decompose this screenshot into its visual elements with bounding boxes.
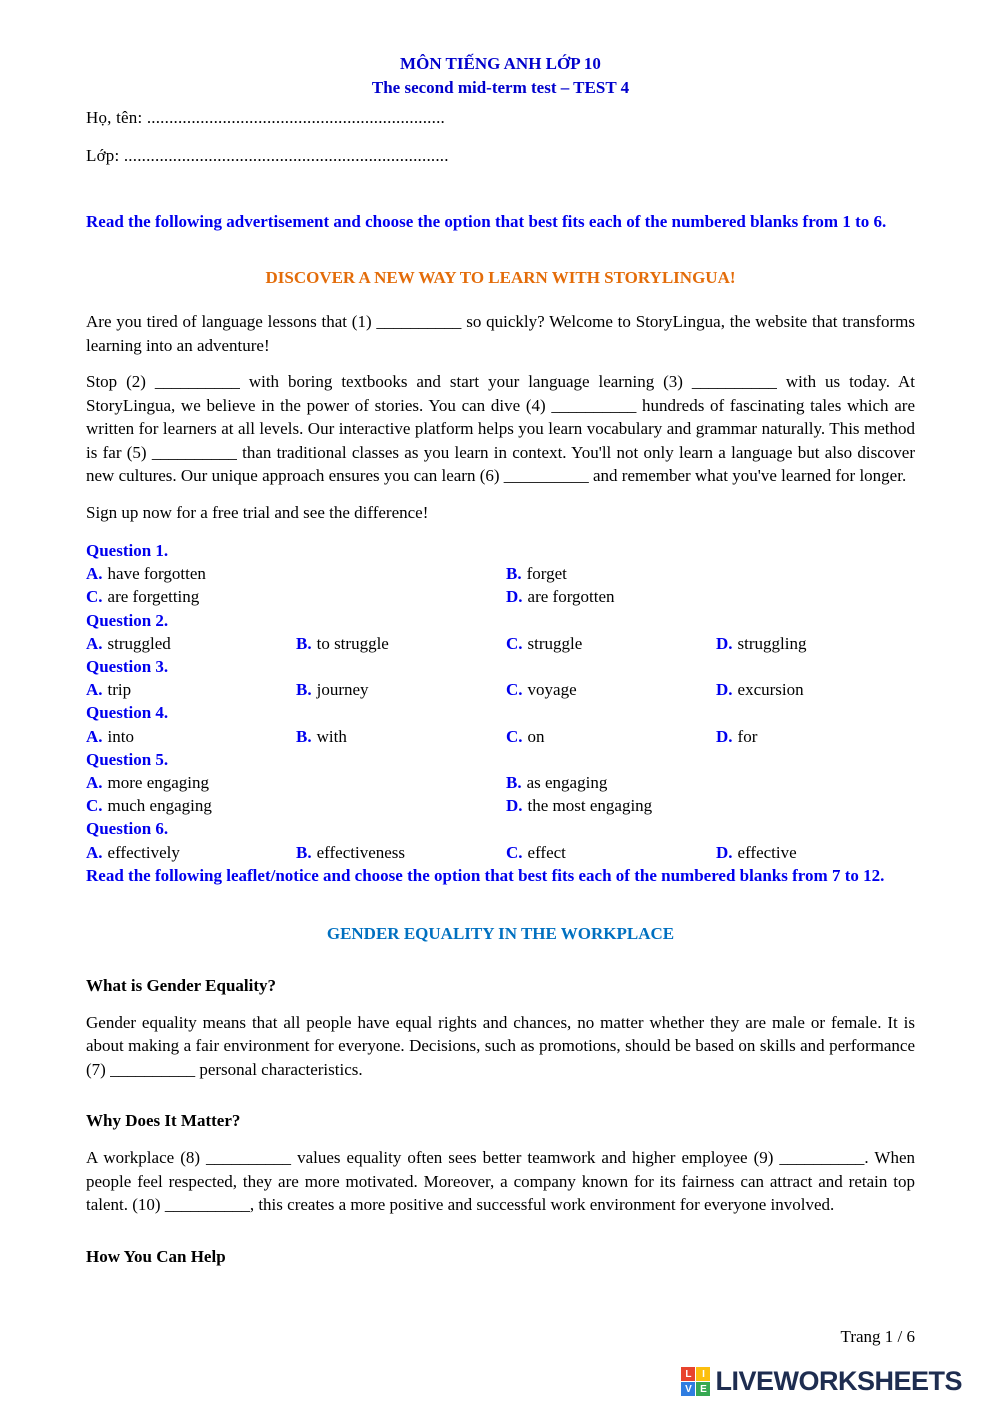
- section1-heading: DISCOVER A NEW WAY TO LEARN WITH STORYLINGUA!: [265, 268, 736, 287]
- logo-square-e: E: [696, 1382, 710, 1396]
- option-letter: B.: [296, 726, 312, 746]
- section2-paragraph-1: Gender equality means that all people have equal rights and chances, no matter whether they are male or female. It is about making a fair environment for everyone. Decisions, such as promotions, should be based on skills and performance (7) __________ personal characteristics.: [86, 1012, 915, 1079]
- answer-option-3a[interactable]: [86, 678, 296, 701]
- section1-paragraph-1: Are you tired of language lessons that (1) __________ so quickly? Welcome to StoryLingua, the website that transforms learning into an adventure!: [86, 312, 915, 355]
- section2-instruction: Read the following leaflet/notice and choose the option that best fits each of the numbered blanks from 7 to 12.: [86, 865, 885, 885]
- question-2-options: [86, 632, 915, 655]
- option-letter: C.: [506, 726, 523, 746]
- option-letter: B.: [506, 564, 522, 584]
- section2-paragraph-2: A workplace (8) __________ values equality often sees better teamwork and higher employee (9) __________. When people feel respected, they are more motivated. Moreover, a company known for its fairness can attract and retain top talent. (10) __________, this creates a more positive and successful work environment for everyone involved.: [86, 1148, 915, 1215]
- option-text: are forgotten: [527, 587, 615, 607]
- option-text: with: [316, 726, 347, 746]
- logo-square-i: I: [696, 1367, 710, 1381]
- answer-option-2c[interactable]: [506, 632, 716, 655]
- answer-option-2b[interactable]: [296, 632, 506, 655]
- option-letter: C.: [506, 633, 523, 653]
- liveworksheets-logo[interactable]: [681, 1366, 962, 1397]
- option-text: into: [107, 726, 134, 746]
- section2-subheading-2: Why Does It Matter?: [86, 1111, 241, 1131]
- answer-option-3c[interactable]: [506, 678, 716, 701]
- logo-square-l: L: [681, 1367, 695, 1381]
- answer-option-6a[interactable]: [86, 841, 296, 864]
- option-letter: D.: [716, 726, 733, 746]
- section1-paragraph-3: Sign up now for a free trial and see the difference!: [86, 502, 429, 522]
- option-letter: D.: [716, 633, 733, 653]
- option-text: journey: [316, 680, 369, 700]
- answer-option-3d[interactable]: [716, 678, 915, 701]
- option-text: effect: [527, 842, 566, 862]
- student-class-line: Lớp: .........................................................................: [86, 146, 449, 165]
- option-letter: A.: [86, 564, 103, 584]
- question-3-label: Question 3.: [86, 657, 169, 677]
- option-letter: D.: [506, 587, 523, 607]
- answer-option-1b[interactable]: [506, 562, 915, 585]
- logo-square-v: V: [681, 1382, 695, 1396]
- option-text: forget: [526, 564, 567, 584]
- option-text: effective: [737, 842, 797, 862]
- option-letter: B.: [296, 680, 312, 700]
- section2-heading: GENDER EQUALITY IN THE WORKPLACE: [326, 923, 675, 943]
- option-letter: A.: [86, 633, 103, 653]
- option-text: the most engaging: [527, 796, 653, 816]
- section2-subheading-1: What is Gender Equality?: [86, 975, 277, 995]
- answer-option-2a[interactable]: [86, 632, 296, 655]
- option-letter: D.: [716, 842, 733, 862]
- option-letter: C.: [86, 587, 103, 607]
- option-letter: C.: [506, 842, 523, 862]
- answer-option-4d[interactable]: [716, 725, 915, 748]
- option-text: as engaging: [526, 773, 608, 793]
- answer-option-6b[interactable]: [296, 841, 506, 864]
- answer-option-5b[interactable]: [506, 771, 915, 794]
- section1-instruction: Read the following advertisement and choose the option that best fits each of the numbered blanks from 1 to 6.: [86, 212, 887, 231]
- question-6-options: [86, 841, 915, 864]
- answer-option-4a[interactable]: [86, 725, 296, 748]
- section1-paragraph-2: Stop (2) __________ with boring textbooks and start your language learning (3) __________ with us today. At StoryLingua, we believe in the power of stories. You can dive (4) __________ hundreds of fascinating tales which are written for learners at all levels. Our interactive platform helps you learn vocabulary and grammar naturally. This method is far (5) __________ than traditional classes as you learn in context. You'll not only learn a language but also discover new cultures. Our unique approach ensures you can learn (6) __________ and remember what you've learned for longer.: [86, 372, 915, 485]
- answer-option-5a[interactable]: [86, 771, 506, 794]
- question-1-label: Question 1.: [86, 541, 169, 560]
- option-letter: A.: [86, 680, 103, 700]
- option-letter: B.: [296, 842, 312, 862]
- question-4-options: [86, 725, 915, 748]
- option-text: effectively: [107, 842, 180, 862]
- answer-option-3b[interactable]: [296, 678, 506, 701]
- option-letter: B.: [506, 773, 522, 793]
- liveworksheets-logo-text: LIVEWORKSHEETS: [715, 1366, 962, 1396]
- questions-block: [86, 539, 915, 864]
- option-text: struggled: [107, 633, 171, 653]
- option-text: have forgotten: [107, 564, 206, 584]
- option-text: excursion: [737, 680, 804, 700]
- answer-option-1d[interactable]: [506, 585, 915, 608]
- option-text: struggle: [527, 633, 583, 653]
- option-text: much engaging: [107, 796, 212, 816]
- option-text: voyage: [527, 680, 577, 700]
- option-text: to struggle: [316, 633, 389, 653]
- student-name-line: Họ, tên: ...................................................................: [86, 108, 445, 127]
- option-letter: B.: [296, 633, 312, 653]
- option-text: trip: [107, 680, 132, 700]
- test-subtitle: The second mid-term test – TEST 4: [371, 78, 630, 97]
- test-title: MÔN TIẾNG ANH LỚP 10: [400, 54, 601, 73]
- option-text: more engaging: [107, 773, 210, 793]
- answer-option-5c[interactable]: [86, 794, 506, 817]
- option-text: on: [527, 726, 545, 746]
- option-letter: C.: [506, 680, 523, 700]
- option-text: are forgetting: [107, 587, 200, 607]
- option-text: effectiveness: [316, 842, 406, 862]
- option-letter: D.: [716, 680, 733, 700]
- option-letter: C.: [86, 796, 103, 816]
- answer-option-6c[interactable]: [506, 841, 716, 864]
- option-text: for: [737, 726, 758, 746]
- liveworksheets-logo-icon: [681, 1367, 710, 1396]
- option-letter: A.: [86, 726, 103, 746]
- answer-option-6d[interactable]: [716, 841, 915, 864]
- page-number: Trang 1 / 6: [840, 1327, 915, 1346]
- option-letter: A.: [86, 773, 103, 793]
- answer-option-1c[interactable]: [86, 585, 506, 608]
- question-6-label: Question 6.: [86, 819, 169, 839]
- question-5-options: [86, 771, 915, 817]
- question-3-options: [86, 678, 915, 701]
- question-5-label: Question 5.: [86, 749, 169, 769]
- answer-option-4b[interactable]: [296, 725, 506, 748]
- option-letter: D.: [506, 796, 523, 816]
- answer-option-5d[interactable]: [506, 794, 915, 817]
- answer-option-4c[interactable]: [506, 725, 716, 748]
- section2-subheading-3: How You Can Help: [86, 1246, 226, 1266]
- answer-option-2d[interactable]: [716, 632, 915, 655]
- question-4-label: Question 4.: [86, 703, 169, 723]
- option-text: struggling: [737, 633, 807, 653]
- answer-option-1a[interactable]: [86, 562, 506, 585]
- question-2-label: Question 2.: [86, 610, 169, 630]
- question-1-options: [86, 562, 915, 608]
- option-letter: A.: [86, 842, 103, 862]
